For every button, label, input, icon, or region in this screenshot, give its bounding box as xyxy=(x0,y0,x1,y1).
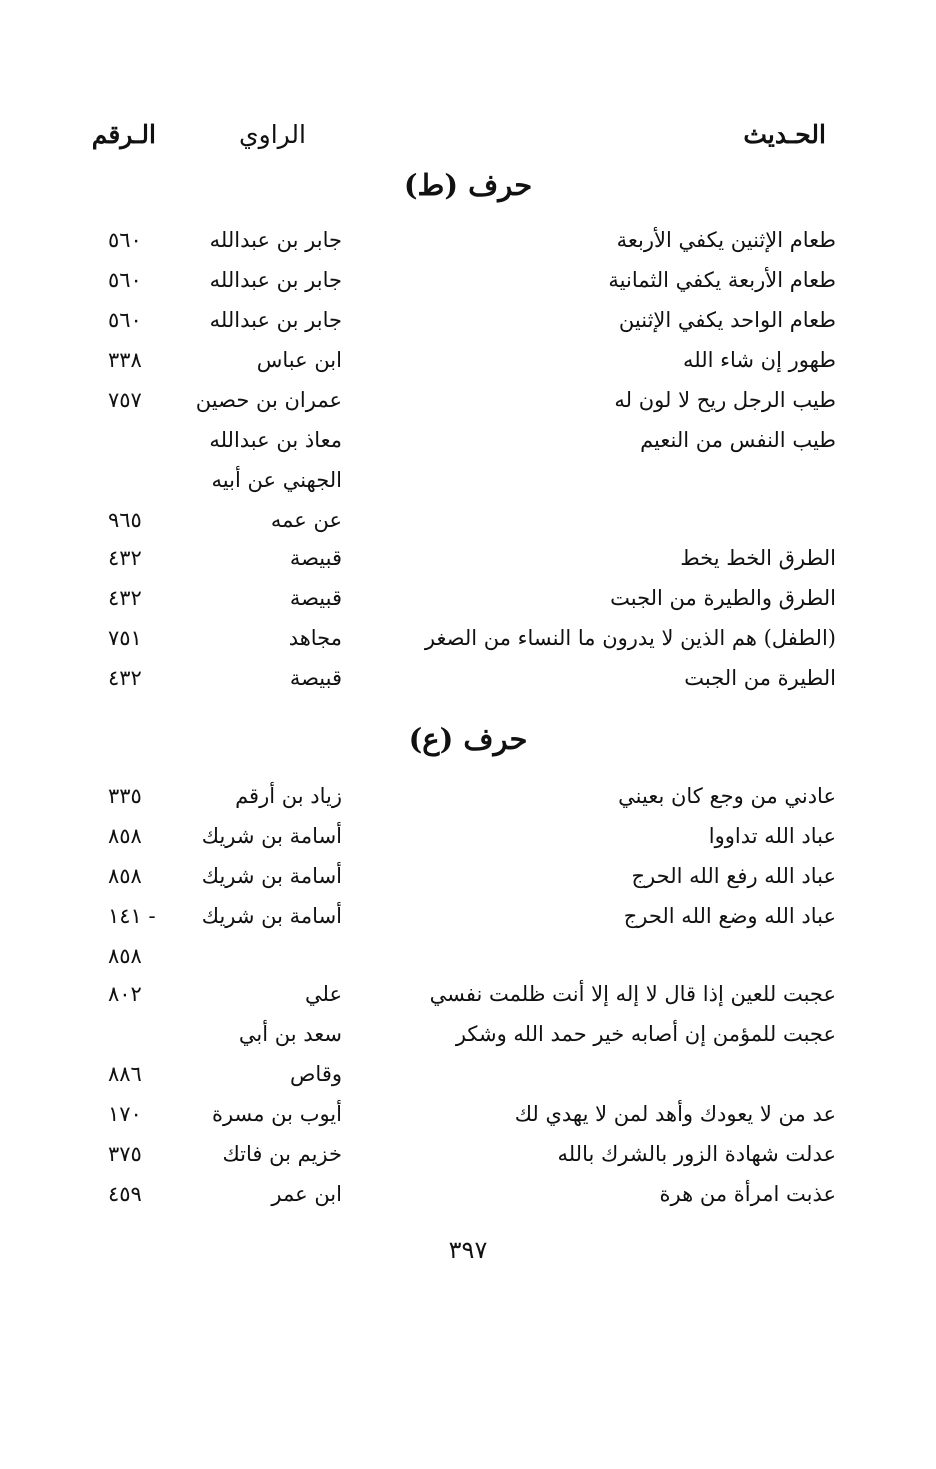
hadith-number: ٣٧٥ xyxy=(108,1142,142,1166)
hadith-text: عذبت امرأة من هرة xyxy=(659,1182,836,1206)
index-row xyxy=(0,1054,936,1094)
index-row xyxy=(0,1174,936,1214)
narrator-name: أسامة بن شريك xyxy=(201,904,342,928)
hadith-text: عجبت للمؤمن إن أصابه خير حمد الله وشكر xyxy=(455,1022,836,1046)
hadith-number: ٤٥٩ xyxy=(108,1182,142,1206)
index-row xyxy=(0,500,936,540)
hadith-number: ١٧٠ xyxy=(108,1102,142,1126)
narrator-name: جابر بن عبدالله xyxy=(209,308,342,332)
hadith-number: ٣٣٨ xyxy=(108,348,142,372)
index-row xyxy=(0,260,936,300)
hadith-number: ٤٣٢ xyxy=(108,586,142,610)
index-row xyxy=(0,420,936,460)
index-row xyxy=(0,1014,936,1054)
narrator-name: قبيصة xyxy=(289,666,342,690)
narrator-name: أيوب بن مسرة xyxy=(211,1102,342,1126)
index-row xyxy=(0,538,936,578)
hadith-text: الطيرة من الجبت xyxy=(684,666,836,690)
hadith-number: ٥٦٠ xyxy=(108,308,142,332)
hadith-text: عباد الله رفع الله الحرج xyxy=(631,864,836,888)
section-title: حرف (ط) xyxy=(403,168,533,202)
column-header-narrator: الراوي xyxy=(239,120,306,149)
narrator-name: وقاص xyxy=(290,1062,342,1086)
page-number: ٣٩٧ xyxy=(448,1236,488,1264)
hadith-number: ٤٣٢ xyxy=(108,666,142,690)
narrator-name: علي xyxy=(305,982,342,1006)
narrator-name: مجاهد xyxy=(288,626,342,650)
narrator-name: زياد بن أرقم xyxy=(235,784,342,808)
column-header-number: الـرقم xyxy=(91,120,156,149)
narrator-name: ابن عمر xyxy=(271,1182,342,1206)
hadith-number: ٤٣٢ xyxy=(108,546,142,570)
index-row xyxy=(0,460,936,500)
narrator-name: قبيصة xyxy=(289,586,342,610)
hadith-number: ٧٥٧ xyxy=(108,388,142,412)
narrator-name: جابر بن عبدالله xyxy=(209,268,342,292)
index-row xyxy=(0,1134,936,1174)
hadith-number: ٨٨٦ xyxy=(108,1062,142,1086)
narrator-name: عن عمه xyxy=(270,508,342,532)
hadith-text: الطرق والطيرة من الجبت xyxy=(610,586,836,610)
index-row xyxy=(0,380,936,420)
hadith-text: عادني من وجع كان بعيني xyxy=(618,784,836,808)
hadith-text: طعام الأربعة يكفي الثمانية xyxy=(608,268,836,292)
hadith-text: (الطفل) هم الذين لا يدرون ما النساء من الصغر xyxy=(424,626,836,650)
hadith-number: ٥٦٠ xyxy=(108,268,142,292)
hadith-number: ٨٥٨ xyxy=(108,944,142,968)
narrator-name: أسامة بن شريك xyxy=(201,824,342,848)
hadith-number: ٥٦٠ xyxy=(108,228,142,252)
narrator-name: خزيم بن فاتك xyxy=(222,1142,342,1166)
index-row xyxy=(0,816,936,856)
narrator-name: قبيصة xyxy=(289,546,342,570)
hadith-text: عباد الله وضع الله الحرج xyxy=(623,904,836,928)
hadith-number: ٨٥٨ xyxy=(108,864,142,888)
hadith-text: عجبت للعين إذا قال لا إله إلا أنت ظلمت نفسي xyxy=(429,982,836,1006)
index-row xyxy=(0,658,936,698)
section-title: حرف (ع) xyxy=(408,722,528,756)
hadith-text: عدلت شهادة الزور بالشرك بالله xyxy=(557,1142,836,1166)
narrator-name: الجهني عن أبيه xyxy=(211,468,342,492)
hadith-text: عباد الله تداووا xyxy=(708,824,836,848)
index-row xyxy=(0,1094,936,1134)
index-row xyxy=(0,340,936,380)
index-row xyxy=(0,936,936,976)
narrator-name: جابر بن عبدالله xyxy=(209,228,342,252)
index-row xyxy=(0,618,936,658)
index-row xyxy=(0,300,936,340)
index-row xyxy=(0,776,936,816)
narrator-name: معاذ بن عبدالله xyxy=(209,428,342,452)
hadith-number: ٨٥٨ xyxy=(108,824,142,848)
hadith-number: ٧٥١ xyxy=(108,626,142,650)
hadith-text: طيب الرجل ريح لا لون له xyxy=(614,388,836,412)
hadith-text: الطرق الخط يخط xyxy=(680,546,836,570)
hadith-text: طعام الإثنين يكفي الأربعة xyxy=(616,228,836,252)
index-row xyxy=(0,896,936,936)
index-row xyxy=(0,856,936,896)
narrator-name: سعد بن أبي xyxy=(238,1022,342,1046)
hadith-text: طعام الواحد يكفي الإثنين xyxy=(618,308,836,332)
hadith-text: عد من لا يعودك وأهد لمن لا يهدي لك xyxy=(514,1102,836,1126)
index-row xyxy=(0,220,936,260)
index-row xyxy=(0,578,936,618)
narrator-name: ابن عباس xyxy=(256,348,342,372)
hadith-text: طيب النفس من النعيم xyxy=(640,428,836,452)
hadith-number: ٨٠٢ xyxy=(108,982,142,1006)
narrator-name: أسامة بن شريك xyxy=(201,864,342,888)
narrator-name: عمران بن حصين xyxy=(195,388,342,412)
hadith-text: طهور إن شاء الله xyxy=(683,348,836,372)
index-row xyxy=(0,974,936,1014)
hadith-number: ٩٦٥ xyxy=(108,508,142,532)
hadith-number: ١٤١ - xyxy=(108,904,156,928)
hadith-number: ٣٣٥ xyxy=(108,784,142,808)
column-header-hadith: الحـديث xyxy=(743,120,826,149)
